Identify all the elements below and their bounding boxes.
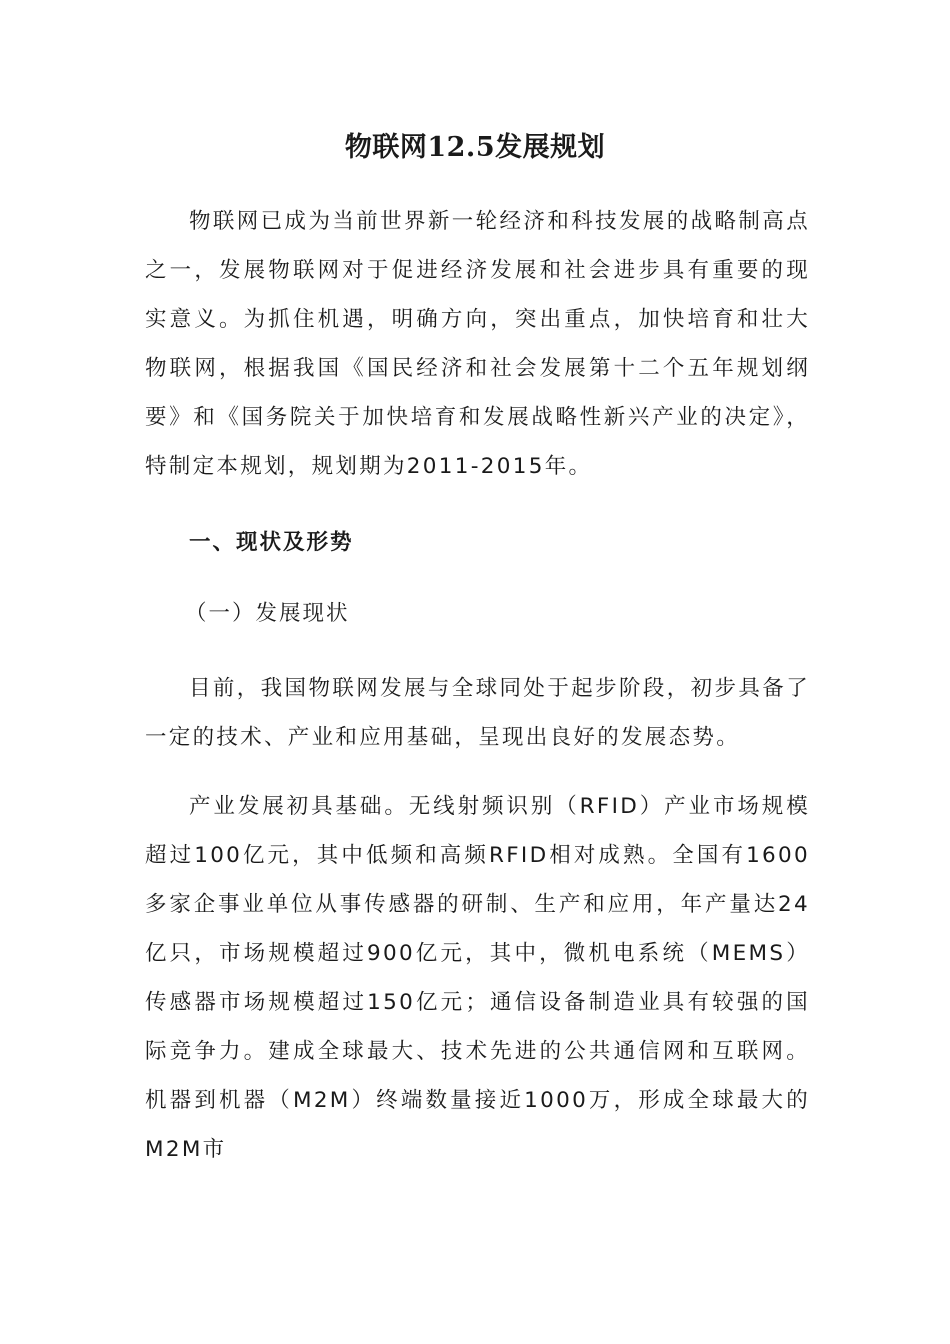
industry-basis-paragraph: 产业发展初具基础。无线射频识别（RFID）产业市场规模超过100亿元，其中低频和高频RFID相对成熟。全国有1600多家企事业单位从事传感器的研制、生产和应用，年产量达24亿只，市场规模超过900亿元，其中，微机电系统（MEMS）传感器市场规模超过150亿元；通信设备制造业具有较强的国际竞争力。建成全球最大、技术先进的公共通信网和互联网。机器到机器（M2M）终端数量接近1000万，形成全球最大的M2M市 [145,794,810,1162]
document-title: 物联网12.5发展规划 [344,132,606,163]
subsection-heading: （一）发展现状 [185,601,350,626]
section-heading: 一、现状及形势 [189,530,354,555]
current-status-paragraph: 目前，我国物联网发展与全球同处于起步阶段，初步具备了一定的技术、产业和应用基础，呈现出良好的发展态势。 [145,676,810,750]
intro-paragraph: 物联网已成为当前世界新一轮经济和科技发展的战略制高点之一，发展物联网对于促进经济发展和社会进步具有重要的现实意义。为抓住机遇，明确方向，突出重点，加快培育和壮大物联网，根据我国《国民经济和社会发展第十二个五年规划纲要》和《国务院关于加快培育和发展战略性新兴产业的决定》，特制定本规划，规划期为2011-2015年。 [145,209,810,479]
